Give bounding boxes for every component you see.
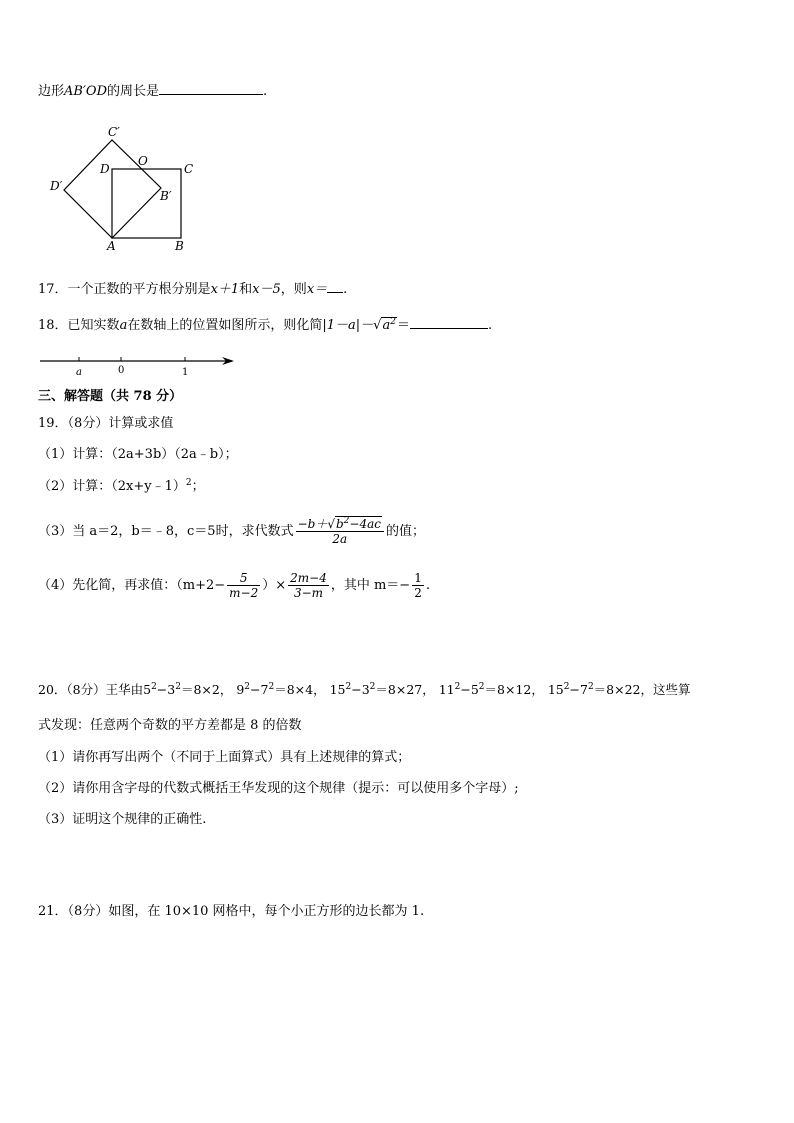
q20-eq1-c: ＝8×2， — [180, 682, 233, 697]
q20-sq: 2 — [244, 682, 251, 692]
q19-p4-f3-den: 2 — [414, 586, 422, 600]
q20-eq5-c: ＝8×22， — [593, 682, 654, 697]
q20-eq1-b: 3 — [167, 682, 176, 697]
q20-eq5-b: 7 — [579, 682, 588, 697]
q17-number: 17． — [38, 282, 68, 297]
q21: 21．（8分）如图，在 10×10 网格中，每个小正方形的边长都为 1. — [38, 904, 425, 919]
q20-eq3-b: 3 — [361, 682, 370, 697]
q20-eq3-a: 15 — [329, 682, 346, 697]
q17-expr1: x＋1 — [210, 282, 240, 297]
q20-sq: 2 — [478, 682, 485, 692]
q19-p4-f2-den: 3−m — [293, 586, 324, 600]
q19-p4-f1-num: 5 — [227, 571, 260, 586]
q20-sq: 2 — [454, 682, 461, 692]
q20-eq5-a: 15 — [547, 682, 564, 697]
q19-p4-f3-num: 1 — [414, 571, 422, 585]
label-b-prime: B′ — [160, 189, 172, 203]
q19-p4-text: （4）先化简，再求值：（m+2− — [38, 578, 226, 593]
number-line-label-a: a — [76, 367, 82, 378]
q19-p2-end: ； — [191, 479, 205, 494]
number-line — [38, 352, 248, 378]
q19-p3-text: （3）当 a＝2，b＝﹣8，c＝5时，求代数式 — [38, 524, 294, 539]
number-line-label-1: 1 — [182, 367, 189, 378]
q19-p2-text: （2）计算：（2x+y﹣1） — [38, 479, 186, 494]
q20-minus: − — [156, 682, 168, 697]
q18-sqrt-exp: 2 — [390, 317, 396, 327]
label-a: A — [107, 239, 116, 253]
q20-eq4-b: 5 — [470, 682, 479, 697]
q20-part2: （2）请你用含字母的代数式概括王华发现的这个规律（提示：可以使用多个字母）; — [38, 781, 519, 796]
q19-p4-fraction1 — [227, 571, 260, 600]
q20-sq: 2 — [587, 682, 594, 692]
q18-answer-blank — [410, 328, 488, 329]
q19-part2 — [38, 477, 205, 497]
q18-sqrt — [381, 317, 397, 333]
q18-sqrt-base: a — [382, 318, 391, 333]
q16-end: . — [263, 84, 268, 99]
q17-text1: 一个正数的平方根分别是 — [67, 282, 211, 297]
label-o: O — [138, 154, 148, 168]
q20-sq: 2 — [369, 682, 376, 692]
q20-eq2-a: 9 — [236, 682, 245, 697]
q19-p4-times: ）× — [262, 578, 287, 593]
q16-answer-blank — [159, 94, 263, 95]
label-d: D — [100, 162, 110, 176]
square-rotation-figure — [40, 118, 220, 258]
q20-header — [38, 680, 691, 700]
q19-p4-f2-num: 2m−4 — [290, 571, 327, 585]
q17-var: x＝ — [306, 282, 328, 297]
q19-p3-fraction — [296, 517, 384, 546]
q19-p3-sqrt-exp: 2 — [343, 516, 350, 526]
q19-p3-num: −b＋ — [297, 517, 328, 531]
q20-sq: 2 — [151, 682, 157, 692]
q20-minus: − — [569, 682, 580, 697]
q19-p4-f1-den: m−2 — [229, 586, 259, 600]
q16-shape: AB′OD — [64, 84, 107, 99]
q19-p3-den: 2a — [332, 532, 348, 546]
q20-part1: （1）请你再写出两个（不同于上面算式）具有上述规律的算式； — [38, 750, 411, 765]
q20-sq: 2 — [345, 682, 352, 692]
label-c: C — [184, 162, 194, 176]
q20-sq: 2 — [268, 682, 275, 692]
q16-suffix: 的周长是 — [107, 84, 160, 99]
q18-abs: |1－a|－ — [322, 318, 374, 333]
label-d-prime: D′ — [50, 179, 63, 193]
q20-header-tail: 这些算 — [653, 682, 691, 697]
q19-p3-end: 的值； — [385, 524, 425, 539]
q20-eq4-a: 11 — [438, 682, 455, 697]
q19-p3-sqrt-rest: −4ac — [349, 517, 381, 531]
q19-header: 19．（8分）计算或求值 — [38, 416, 174, 431]
q18-number: 18． — [38, 318, 68, 333]
q16-prefix: 边形 — [38, 84, 65, 99]
q19-p4-fraction3 — [412, 571, 424, 600]
q19-p4-end: . — [425, 578, 430, 593]
q20-eq3-c: ＝8×27， — [375, 682, 435, 697]
q19-p4-fraction2 — [288, 571, 329, 600]
q19-p3-sqrt-sign: √ — [327, 517, 335, 531]
q20-sq: 2 — [175, 682, 181, 692]
q18-text1: 已知实数 — [67, 318, 120, 333]
label-c-prime: C′ — [108, 125, 120, 139]
q20-minus: − — [250, 682, 261, 697]
q19-p3-sqrt-b: b — [335, 517, 344, 531]
q17-expr2: x－5 — [252, 282, 281, 297]
q19-p2-exp: 2 — [185, 478, 192, 488]
q20-header-text: 20．（8分）王华由 — [38, 682, 144, 697]
q20-part3: （3）证明这个规律的正确性. — [38, 812, 207, 827]
q17-text2: ，则 — [280, 282, 307, 297]
q18 — [38, 316, 492, 336]
q20-minus: − — [351, 682, 362, 697]
q19-part1: （1）计算：（2a+3b）（2a﹣b）； — [38, 447, 238, 462]
label-b: B — [175, 239, 184, 253]
q19-part4 — [38, 565, 430, 607]
q17-and: 和 — [239, 282, 253, 297]
section-title: 三、解答题（共 78 分） — [38, 389, 183, 404]
q20-eq2-b: 7 — [260, 682, 269, 697]
sqrt-sign: √ — [373, 318, 382, 333]
q20-eq4-c: ＝8×12， — [484, 682, 544, 697]
q17-end: . — [343, 282, 348, 297]
q20-sq: 2 — [563, 682, 570, 692]
q20-minus: − — [460, 682, 471, 697]
number-line-label-0: 0 — [118, 365, 125, 376]
q19-part3 — [38, 512, 425, 552]
q18-eq: ＝ — [396, 318, 410, 333]
q20-eq1-a: 5 — [143, 682, 152, 697]
q18-end: . — [487, 318, 493, 333]
q20-line2: 式发现：任意两个奇数的平方差都是 8 的倍数 — [38, 718, 302, 733]
q18-var: a — [119, 318, 128, 333]
q16-tail — [38, 82, 267, 102]
q19-p4-where: ，其中 m＝− — [330, 578, 411, 593]
q18-text2: 在数轴上的位置如图所示，则化简 — [127, 318, 323, 333]
q20-eq2-c: ＝8×4， — [274, 682, 326, 697]
q17-answer-blank — [327, 292, 343, 293]
q17 — [38, 280, 347, 300]
